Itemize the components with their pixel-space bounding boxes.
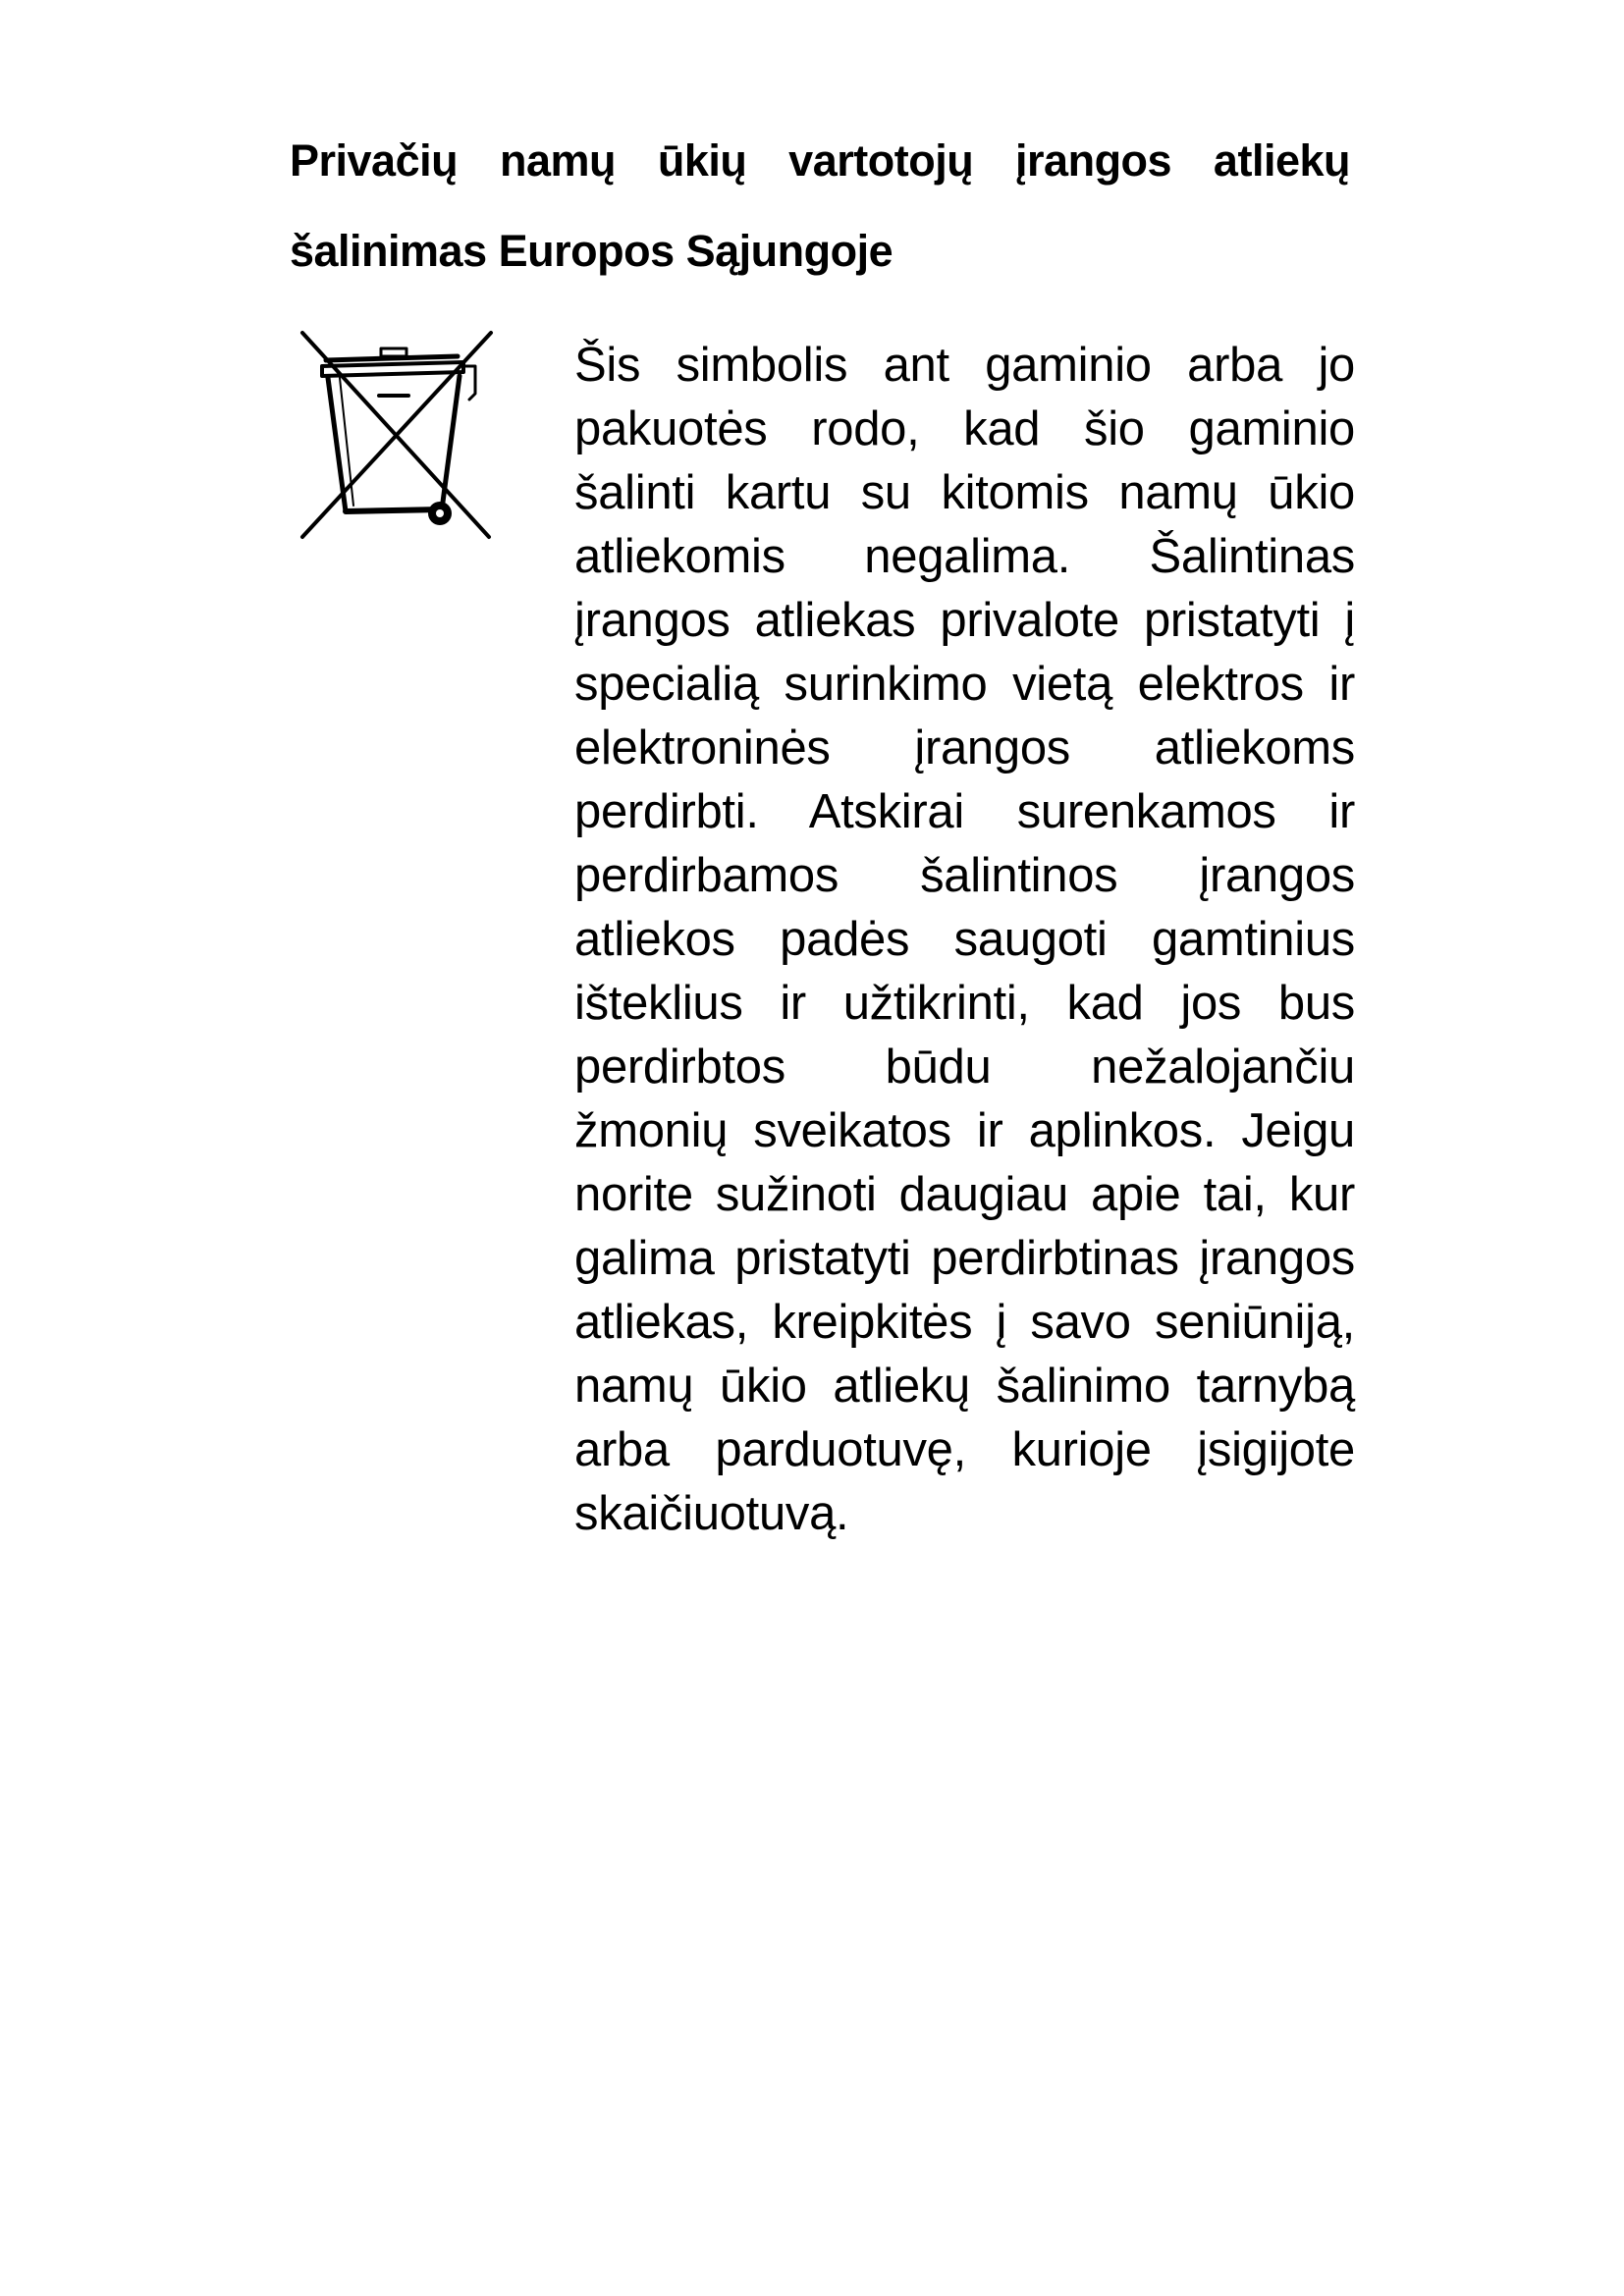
paragraph-line: namų ūkio atliekų šalinimo tarnybą: [574, 1360, 1355, 1413]
paragraph-line: galima pristatyti perdirbtinas įrangos: [574, 1232, 1355, 1285]
crossed-out-wheelie-bin-icon: [295, 327, 499, 545]
page-title: [290, 116, 1350, 296]
disposal-notice-paragraph: [574, 334, 1355, 1546]
paragraph-line: išteklius ir užtikrinti, kad jos bus: [574, 977, 1355, 1030]
paragraph-line: įrangos atliekas privalote pristatyti į: [574, 594, 1355, 647]
paragraph-line: perdirbamos šalintinos įrangos: [574, 849, 1355, 902]
paragraph-line: perdirbti. Atskirai surenkamos ir: [574, 785, 1355, 838]
title-line-2: šalinimas Europos Sąjungoje: [290, 226, 893, 276]
paragraph-line: atliekos padės saugoti gamtinius: [574, 913, 1355, 966]
paragraph-line: elektroninės įrangos atliekoms: [574, 721, 1355, 774]
paragraph-line: atliekas, kreipkitės į savo seniūniją,: [574, 1296, 1355, 1349]
paragraph-line: norite sužinoti daugiau apie tai, kur: [574, 1168, 1355, 1221]
paragraph-line: arba parduotuvę, kurioje įsigijote: [574, 1423, 1355, 1476]
paragraph-line: šalinti kartu su kitomis namų ūkio: [574, 466, 1355, 519]
paragraph-line: skaičiuotuvą.: [574, 1487, 849, 1540]
paragraph-line: Šis simbolis ant gaminio arba jo: [574, 339, 1355, 392]
paragraph-line: perdirbtos būdu nežalojančiu: [574, 1041, 1355, 1094]
title-line-1: Privačių namų ūkių vartotojų įrangos atliekų: [290, 135, 1350, 186]
paragraph-line: pakuotės rodo, kad šio gaminio: [574, 402, 1355, 455]
paragraph-line: žmonių sveikatos ir aplinkos. Jeigu: [574, 1104, 1355, 1157]
paragraph-line: specialią surinkimo vietą elektros ir: [574, 658, 1355, 711]
paragraph-line: atliekomis negalima. Šalintinas: [574, 530, 1355, 583]
